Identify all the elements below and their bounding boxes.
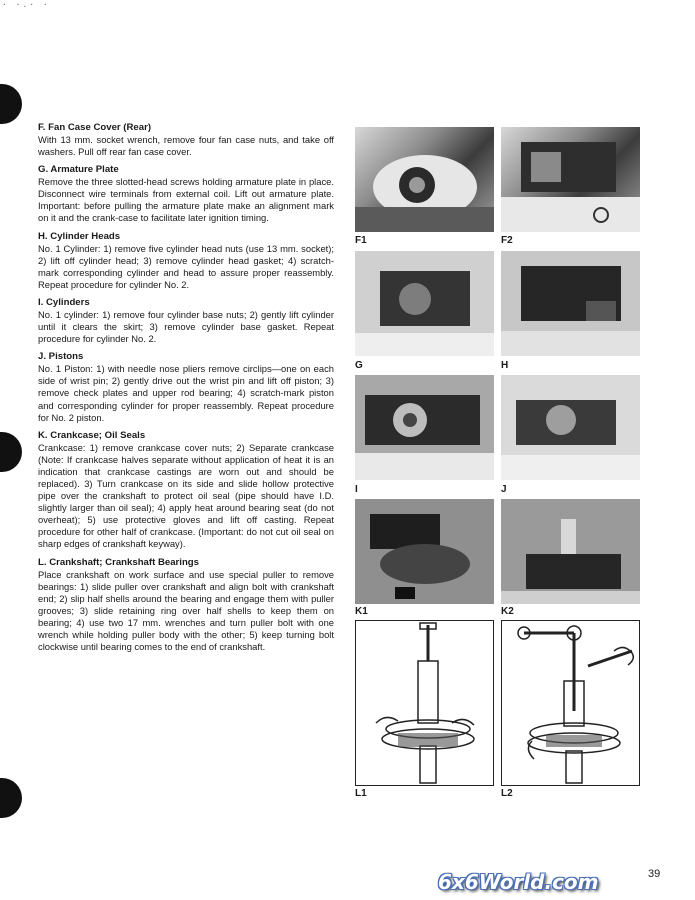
instructions-column xyxy=(38,122,334,659)
scan-specks: · ·.· · xyxy=(2,0,50,9)
page-number: 39 xyxy=(648,868,661,880)
photo-f1 xyxy=(355,127,494,232)
figure-label-i: I xyxy=(355,484,358,495)
punch-hole-bottom xyxy=(0,778,22,818)
section-h xyxy=(38,231,334,291)
photo-h xyxy=(501,251,640,356)
section-i xyxy=(38,297,334,345)
photo-j xyxy=(501,375,640,480)
section-body: Place crankshaft on work surface and use special puller to remove bearings: 1) slide puller over crankshaft and align bolt with crankshaft end; 2) slip half shells around the bearing and engage them with puller grooves; 3) slide retaining ring over half shells to keep them on bearing; 4) use two 17 mm. wrenches and turn puller bolt with one wrench while holding puller body with the other; 5) keep turning bolt clockwise until bearing comes to the end of crankshaft. xyxy=(38,568,334,653)
section-body: Remove the three slotted-head screws holding armature plate in place. Disconnect wire terminals from external coil. Lift out armature plate. Important: before pulling the armature plate make an alignment mark on it and the crank-case to facilitate later ignition timing. xyxy=(38,176,334,224)
section-g xyxy=(38,164,334,224)
figure-label-k2: K2 xyxy=(501,606,514,617)
section-body: No. 1 cylinder: 1) remove four cylinder base nuts; 2) gently lift cylinder until it clears the skirt; 3) remove cylinder base gasket. Repeat procedure for cylinder No. 2. xyxy=(38,308,334,345)
figure-label-f2: F2 xyxy=(501,235,513,246)
figure-label-l1: L1 xyxy=(355,788,367,799)
figure-label-h: H xyxy=(501,360,509,371)
figure-label-f1: F1 xyxy=(355,235,367,246)
drawing-l1 xyxy=(355,620,494,786)
photo-g xyxy=(355,251,494,356)
photo-k1 xyxy=(355,499,494,604)
section-heading: G. Armature Plate xyxy=(38,164,119,176)
section-heading: H. Cylinder Heads xyxy=(38,230,121,242)
figure-label-k1: K1 xyxy=(355,606,368,617)
punch-hole-middle xyxy=(0,432,22,472)
section-body: No. 1 Cylinder: 1) remove five cylinder head nuts (use 13 mm. socket); 2) lift off cylinder head; 3) remove cylinder head gasket; 4) scratch-mark corresponding cylinder and head to assure proper reassembly. Repeat procedure for cylinder No. 2. xyxy=(38,242,334,290)
section-j xyxy=(38,351,334,423)
section-f xyxy=(38,122,334,158)
punch-hole-top xyxy=(0,84,22,124)
figure-label-l2: L2 xyxy=(501,788,513,799)
photo-i xyxy=(355,375,494,480)
watermark-logo: 6x6World.com xyxy=(438,870,599,894)
section-heading: J. Pistons xyxy=(38,351,84,363)
section-heading: I. Cylinders xyxy=(38,296,90,308)
photo-f2 xyxy=(501,127,640,232)
section-body: Crankcase: 1) remove crankcase cover nuts; 2) Separate crankcase (Note: If crankcase halves separate without application of heat it is an indication that crankcase castings are worn out and should be replaced). 3) Turn crankcase on its side and slide hollow protective pipe over the crankshaft to protect oil seal (pipe should have I.D. slightly larger than oil seal); 4) apply heat around bearing seat (do not overheat); 5) use protective gloves and lift off casting. Repeat procedure for other half of crankcase. (Important: do not cut oil seal on sharp edges of crankshaft keyway). xyxy=(38,441,334,550)
section-l xyxy=(38,557,334,654)
section-k xyxy=(38,430,334,551)
section-heading: F. Fan Case Cover (Rear) xyxy=(38,122,152,133)
figure-label-j: J xyxy=(501,484,507,495)
figure-label-g: G xyxy=(355,360,363,371)
section-body: With 13 mm. socket wrench, remove four fan case nuts, and take off washers. Pull off rear fan case cover. xyxy=(38,134,334,158)
drawing-l2 xyxy=(501,620,640,786)
section-body: No. 1 Piston: 1) with needle nose pliers remove circlips—one on each side of wrist pin; 2) gently drive out the wrist pin and lift off piston; 3) remove check plates and upper rod bearing; 4) scratch-mark piston and corresponding cylinder for proper reassembly. Repeat procedure for No. 2 piston. xyxy=(38,363,334,423)
photo-k2 xyxy=(501,499,640,604)
section-heading: K. Crankcase; Oil Seals xyxy=(38,429,146,441)
section-heading: L. Crankshaft; Crankshaft Bearings xyxy=(38,556,199,568)
